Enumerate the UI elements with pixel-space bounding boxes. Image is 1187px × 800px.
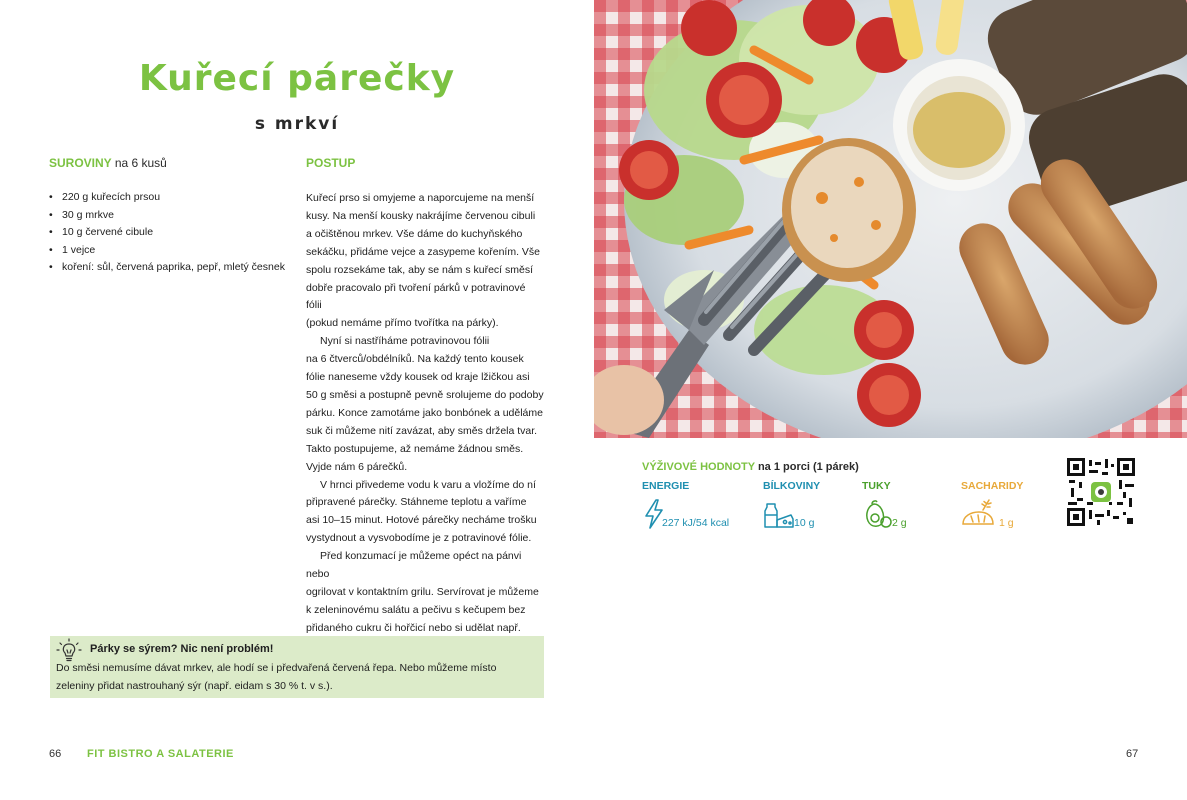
nutrition-protein: [763, 480, 873, 529]
method-line: vystydnout a vysvobodíme je z potravinové fólie.: [306, 532, 532, 545]
milk-cheese-icon: [763, 498, 795, 530]
nutrition-label: TUKY: [862, 480, 891, 492]
page-number-right: 67: [1126, 748, 1139, 760]
nutrition-heading: [642, 461, 859, 473]
nutrition-label: ENERGIE: [642, 480, 690, 492]
method-line: na 6 čtverců/obdélníků. Na každý tento kousek: [306, 353, 524, 366]
nutrition-value: 10 g: [794, 517, 815, 529]
recipe-subtitle: s mrkví: [254, 114, 340, 134]
method-heading: [306, 156, 355, 170]
nutrition-portion: na 1 porci (1 párek): [757, 461, 859, 473]
nutrition-heading-label: VÝŽIVOVÉ HODNOTY: [642, 461, 755, 473]
method-line: kusy. Na menší kousky nakrájíme červenou cibuli: [306, 209, 536, 222]
method-line: k zeleninovému salátu a pečivu s kečupem bez: [306, 603, 526, 616]
method-text: [306, 190, 544, 656]
nutrition-value: 227 kJ/54 kcal: [662, 517, 730, 529]
method-line: ogrilovat v kontaktním grilu. Servírovat je můžeme: [306, 585, 539, 598]
nutrition-label: SACHARIDY: [961, 480, 1024, 492]
ingredients-heading-label: SUROVINY: [49, 156, 112, 170]
method-line: (pokud nemáme přímo tvořítka na párky).: [306, 317, 499, 330]
method-line: a očištěnou mrkev. Vše dáme do kuchyňského: [306, 227, 523, 240]
qr-code[interactable]: [1067, 458, 1135, 526]
avocado-nuts-icon: [862, 498, 894, 530]
food-photo: [594, 0, 1187, 438]
ingredient-item: • 1 vejce: [48, 242, 288, 260]
method-line: párku. Konce zamotáme jako bonbónek a uděláme: [306, 406, 543, 419]
nutrition-carbs: [961, 480, 1071, 529]
ingredient-item: • 30 g mrkve: [48, 207, 288, 225]
ingredients-portion: na 6 kusů: [114, 156, 167, 170]
method-line: spolu rozsekáme tak, aby se nám s kuřecí směsí: [306, 263, 534, 276]
method-line: Nyní si nastříháme potravinovou fólii: [320, 335, 490, 348]
method-line: Takto postupujeme, až nemáme žádnou směs.: [306, 442, 524, 455]
ingredient-item: • 10 g červené cibule: [48, 224, 288, 242]
ingredient-item: • koření: sůl, červená paprika, pepř, mletý česnek: [48, 259, 288, 277]
method-line: sekáčku, přidáme vejce a zasypeme kořením. Vše: [306, 245, 541, 258]
method-line: V hrnci přivedeme vodu k varu a vložíme do ní: [320, 478, 536, 491]
right-page: [594, 0, 1187, 800]
method-line: Kuřecí prso si omyjeme a naporcujeme na menší: [306, 192, 535, 204]
bread-wheat-icon: [961, 498, 993, 530]
method-heading-label: POSTUP: [306, 156, 356, 170]
method-line: 50 g směsi a postupně pevně srolujeme do podoby: [306, 388, 544, 401]
tip-box: [50, 636, 544, 698]
method-line: přidaného cukru či hořčicí nebo si udělat např.: [306, 621, 521, 634]
nutrition-energy: [642, 480, 752, 529]
tip-text: Do směsi nemusíme dávat mrkev, ale hodí se i předvařená červená řepa. Nebo můžeme místo zeleniny přidat nastrouhaný sýr (např. eidam s 30 % t. v s.).: [56, 662, 497, 692]
method-line: fólie naneseme vždy kousek od kraje lžičkou asi: [306, 371, 530, 384]
page-number-left: 66: [49, 748, 62, 760]
method-line: dobře pracovalo při tvoření párků v potravinové fólii: [306, 281, 526, 312]
tip-title: Párky se sýrem? Nic není problém!: [90, 643, 274, 655]
method-line: suk či můžeme nití zavázat, aby směs držela tvar.: [306, 424, 538, 437]
ingredients-heading: [49, 156, 167, 170]
ingredients-list: [48, 189, 288, 277]
nutrition-fat: [862, 480, 972, 529]
method-line: připravené párečky. Stáhneme teplotu a vaříme: [306, 496, 527, 509]
ingredient-item: • 220 g kuřecích prsou: [48, 189, 288, 207]
nutrition-value: 1 g: [999, 517, 1014, 529]
method-line: Před konzumací je můžeme opéct na pánvi nebo: [306, 550, 522, 581]
nutrition-label: BÍLKOVINY: [763, 480, 821, 492]
recipe-title: Kuřecí párečky: [138, 58, 456, 99]
method-line: Vyjde nám 6 párečků.: [306, 460, 408, 473]
book-title: FIT BISTRO A SALATERIE: [87, 748, 234, 760]
method-line: asi 10–15 minut. Hotové párečky necháme trošku: [306, 514, 537, 527]
nutrition-value: 2 g: [892, 517, 907, 529]
